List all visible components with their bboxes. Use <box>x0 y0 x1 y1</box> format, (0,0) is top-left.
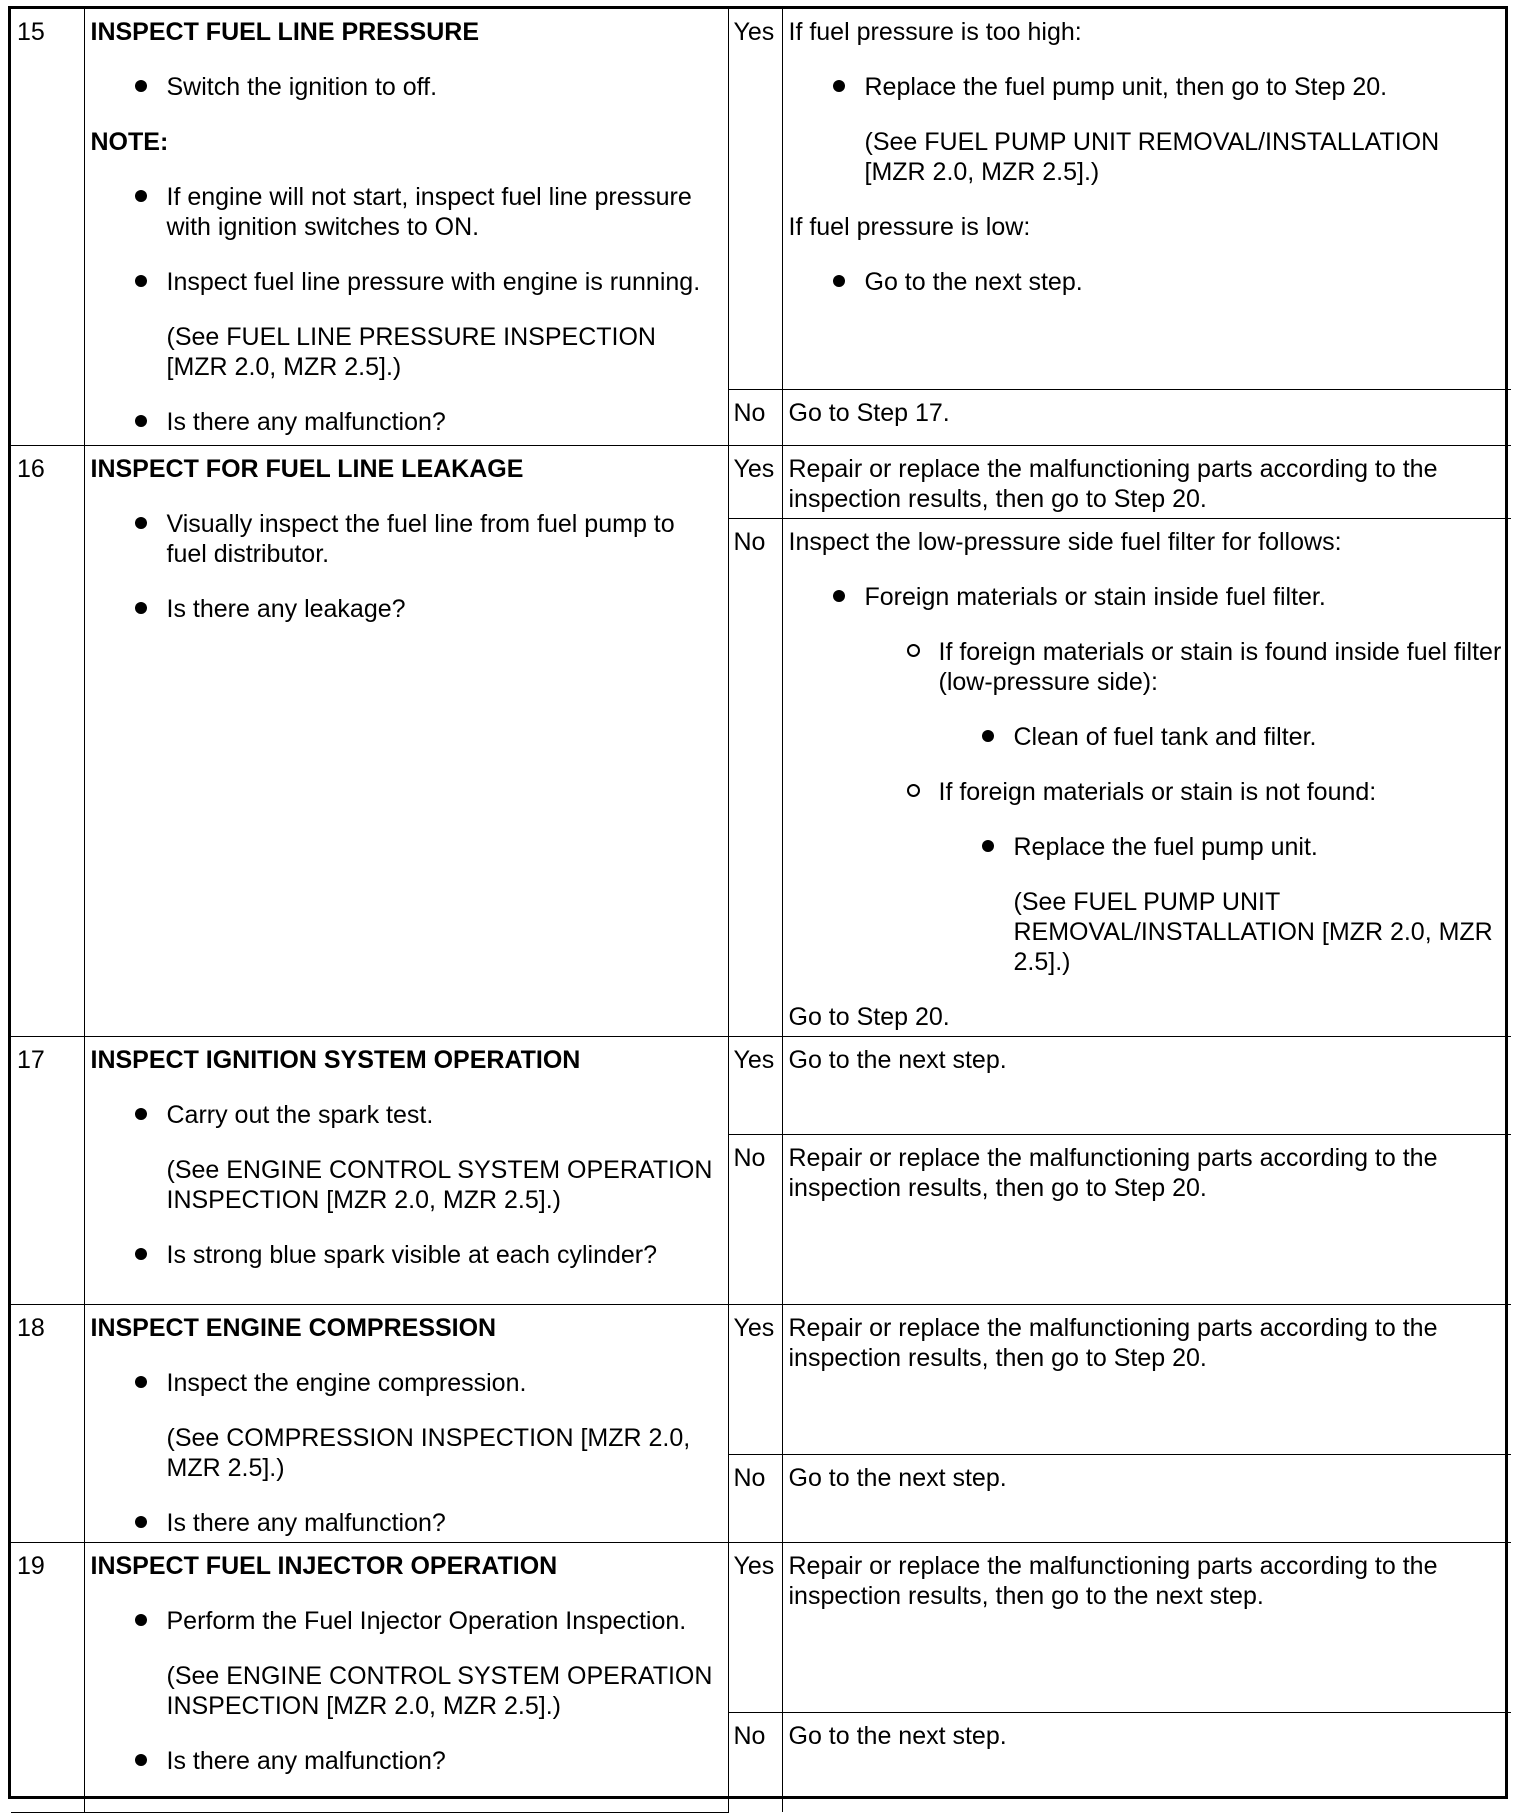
sub-bullet-item: If foreign materials or stain is not found: <box>789 777 1506 807</box>
question-item: Is there any malfunction? <box>91 1508 722 1538</box>
result-line: Go to Step 20. <box>788 1002 950 1031</box>
step-row-19 <box>11 1542 1511 1712</box>
bullet-item: Perform the Fuel Injector Operation Inspection. <box>91 1606 722 1636</box>
step-title: INSPECT IGNITION SYSTEM OPERATION <box>90 1045 581 1074</box>
question-item: Is there any malfunction? <box>91 407 722 437</box>
no-result <box>782 518 1511 1036</box>
yes-result: Repair or replace the malfunctioning parts according to the inspection results, then go to Step 20. <box>782 445 1511 518</box>
no-label: No <box>728 518 782 1036</box>
result-line: Inspect the low-pressure side fuel filter for follows: <box>788 527 1342 556</box>
step-action <box>84 1036 728 1304</box>
bullet-item: Go to the next step. <box>789 267 1506 297</box>
result-line: If fuel pressure is low: <box>788 213 1031 241</box>
step-title: INSPECT FUEL LINE PRESSURE <box>90 18 479 46</box>
yes-result: Repair or replace the malfunctioning parts according to the inspection results, then go to the next step. <box>782 1542 1511 1712</box>
bullet-item: Replace the fuel pump unit, then go to Step 20. <box>789 72 1506 102</box>
sub-bullet-item: If foreign materials or stain is found inside fuel filter (low-pressure side): <box>789 637 1506 697</box>
yes-label: Yes <box>728 445 782 518</box>
step-number: 15 <box>11 9 84 445</box>
diagnostic-table <box>11 9 1511 1813</box>
bullet-item: Switch the ignition to off. <box>91 72 722 102</box>
step-title: INSPECT FUEL INJECTOR OPERATION <box>90 1551 558 1580</box>
step-action <box>84 1542 728 1812</box>
step-number: 19 <box>11 1542 84 1812</box>
step-number: 16 <box>11 445 84 1036</box>
no-label: No <box>728 1712 782 1812</box>
sub-sub-bullet-item: Clean of fuel tank and filter. <box>789 722 1506 752</box>
question-item: Is strong blue spark visible at each cylinder? <box>91 1240 722 1270</box>
step-action <box>84 1304 728 1542</box>
step-title: INSPECT FOR FUEL LINE LEAKAGE <box>90 454 524 483</box>
diagnostic-table-frame <box>8 6 1508 1799</box>
no-label: No <box>728 1134 782 1304</box>
step-action <box>84 9 728 445</box>
step-row-18 <box>11 1304 1511 1454</box>
bullet-item: Visually inspect the fuel line from fuel pump to fuel distributor. <box>91 509 722 569</box>
reference-text: (See FUEL LINE PRESSURE INSPECTION [MZR 2.0, MZR 2.5].) <box>166 323 656 381</box>
bullet-item: Inspect the engine compression. <box>91 1368 722 1398</box>
step-title: INSPECT ENGINE COMPRESSION <box>90 1313 497 1342</box>
step-action <box>84 445 728 1036</box>
no-result: Go to the next step. <box>782 1712 1511 1812</box>
yes-result <box>782 9 1511 389</box>
bullet-item: If engine will not start, inspect fuel line pressure with ignition switches to ON. <box>91 182 722 242</box>
reference-text: (See FUEL PUMP UNIT REMOVAL/INSTALLATION [MZR 2.0, MZR 2.5].) <box>1013 887 1493 976</box>
bullet-item: Inspect fuel line pressure with engine is running. <box>91 267 722 297</box>
step-number: 18 <box>11 1304 84 1542</box>
bullet-item: Foreign materials or stain inside fuel filter. <box>789 582 1506 612</box>
result-line: If fuel pressure is too high: <box>788 18 1082 46</box>
yes-label: Yes <box>728 1542 782 1712</box>
sub-sub-bullet-item: Replace the fuel pump unit. <box>789 832 1506 862</box>
no-result: Go to the next step. <box>782 1454 1511 1542</box>
question-item: Is there any malfunction? <box>91 1746 722 1776</box>
question-item: Is there any leakage? <box>91 594 722 624</box>
yes-result: Go to the next step. <box>782 1036 1511 1134</box>
step-number: 17 <box>11 1036 84 1304</box>
note-label: NOTE: <box>90 128 169 156</box>
bullet-item: Carry out the spark test. <box>91 1100 722 1130</box>
step-row-16 <box>11 445 1511 518</box>
no-result: Repair or replace the malfunctioning parts according to the inspection results, then go to Step 20. <box>782 1134 1511 1304</box>
yes-result: Repair or replace the malfunctioning parts according to the inspection results, then go to Step 20. <box>782 1304 1511 1454</box>
no-label: No <box>728 389 782 445</box>
reference-text: (See ENGINE CONTROL SYSTEM OPERATION INSPECTION [MZR 2.0, MZR 2.5].) <box>166 1661 713 1720</box>
no-result: Go to Step 17. <box>782 389 1511 445</box>
yes-label: Yes <box>728 1304 782 1454</box>
reference-text: (See COMPRESSION INSPECTION [MZR 2.0, MZR 2.5].) <box>166 1423 691 1482</box>
step-row-17 <box>11 1036 1511 1134</box>
reference-text: (See ENGINE CONTROL SYSTEM OPERATION INSPECTION [MZR 2.0, MZR 2.5].) <box>166 1155 713 1214</box>
no-label: No <box>728 1454 782 1542</box>
reference-text: (See FUEL PUMP UNIT REMOVAL/INSTALLATION [MZR 2.0, MZR 2.5].) <box>864 128 1440 186</box>
yes-label: Yes <box>728 9 782 389</box>
yes-label: Yes <box>728 1036 782 1134</box>
step-row-15 <box>11 9 1511 389</box>
